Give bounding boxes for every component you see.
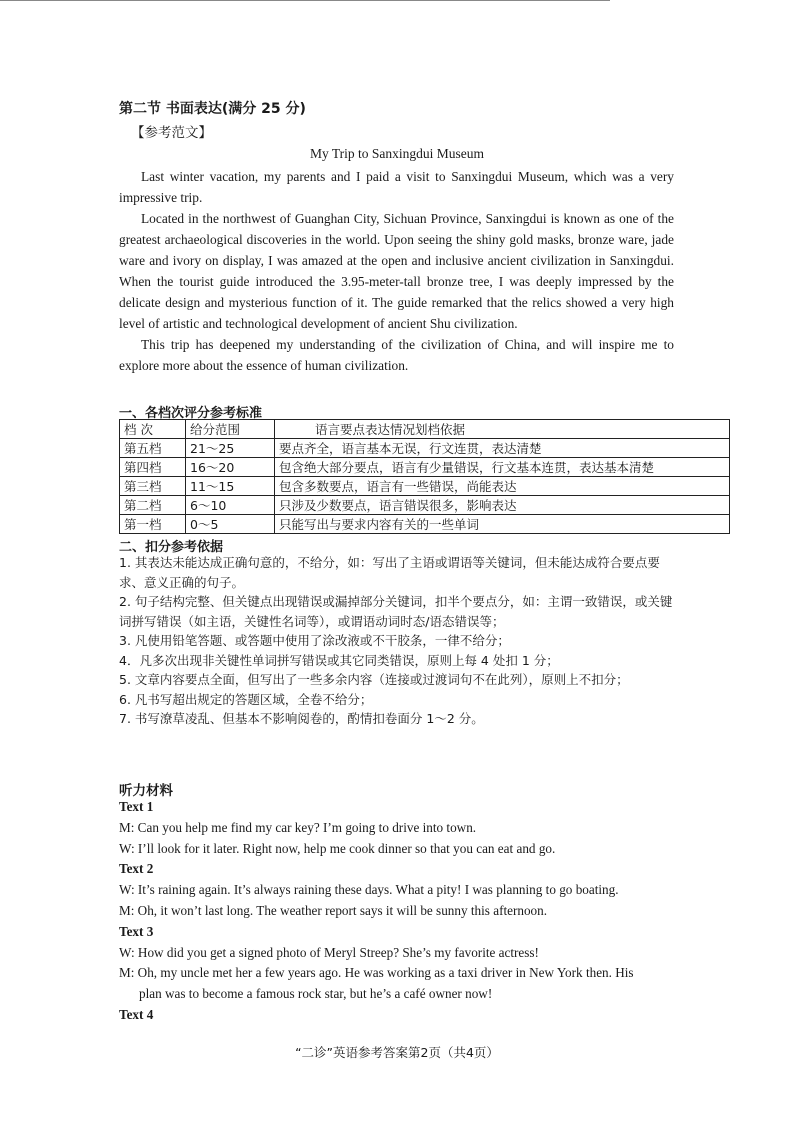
grading-table [119,419,730,534]
top-rule [0,0,610,1]
text-label: Text 1 [119,799,154,814]
dialogue-line: W: How did you get a signed photo of Meryl Streep? She’s my favorite actress! [119,944,539,960]
listening-heading: 听力材料 [119,783,173,799]
table-cell: 0～5 [186,515,275,534]
table-row [120,496,730,515]
table-cell: 第五档 [120,439,186,458]
text-label: Text 2 [119,861,154,877]
essay-title: My Trip to Sanxingdui Museum [309,146,485,161]
essay-paragraph: Last winter vacation, my parents and I paid a visit to Sanxingdui Museum, which was a very impressive trip. [119,169,674,205]
dialogue-line: W: It’s raining again. It’s always raining these days. What a pity! I was planning to go boating. [119,882,619,898]
table-cell: 11～15 [186,477,275,496]
table-row [120,439,730,458]
reference-label: 【参考范文】 [131,125,212,141]
criteria-heading: 一、各档次评分参考标准 [119,406,263,421]
dialogue-line: M: Oh, my uncle met her a few years ago. He was working as a taxi driver in New York then. His [119,965,634,981]
page-footer: “二诊”英语参考答案第2页（共4页） [295,1045,499,1060]
list-item: 4．凡多次出现非关键性单词拼写错误或其它同类错误，原则上每 4 处扣 1 分； [119,652,559,668]
text-label: Text 3 [119,923,154,939]
dialogue-line: M: Oh, it won’t last long. The weather report says it will be sunny this afternoon. [119,902,548,918]
table-cell: 要点齐全，语言基本无误，行文连贯，表达清楚 [275,439,730,458]
table-cell: 21～25 [186,439,275,458]
list-item: 5. 文章内容要点全面，但写出了一些多余内容（连接或过渡词句不在此列），原则上不扣分； [119,672,629,687]
deduction-list [119,553,679,729]
list-item: 3. 凡使用铅笔答题、或答题中使用了涂改液或不干胶条，一律不给分； [119,633,510,648]
table-cell: 包含绝大部分要点，语言有少量错误，行文基本连贯，表达基本清楚 [275,458,730,477]
essay-paragraph: Located in the northwest of Guanghan City, Sichuan Province, Sanxingdui is known as one of the greatest archaeological discoveries in the world. Upon seeing the shiny gold masks, bronze ware, jade ware and ivory on display, I was amazed at the open and inclusive ancient civilization in Sanxingdui. When the tourist guide introduced the 3.95-meter-tall bronze tree, I was deeply impressed by the delicate design and mysterious function of it. The guide remarked that the relics showed a very high level of artistic and technological development of ancient Shu civilization. [119,211,674,331]
table-cell: 第四档 [120,458,186,477]
text-label: Text 4 [119,1006,154,1022]
table-header-cell: 给分范围 [186,420,275,439]
table-cell: 第三档 [120,477,186,496]
table-cell: 只能写出与要求内容有关的一些单词 [275,515,730,534]
table-cell: 16～20 [186,458,275,477]
listening-transcript [119,797,679,1026]
essay-body [119,166,674,376]
table-row [120,458,730,477]
table-header-cell: 档 次 [120,420,186,439]
table-header-row [120,420,730,439]
dialogue-line: M: Can you help me find my car key? I’m going to drive into town. [119,819,477,835]
list-item: 7. 书写潦草凌乱、但基本不影响阅卷的，酌情扣卷面分 1～2 分。 [119,711,484,726]
dialogue-line: plan was to become a famous rock star, but he’s a café owner now! [139,986,493,1002]
section-title: 第二节 书面表达(满分 25 分) [119,101,306,117]
table-cell: 6～10 [186,496,275,515]
list-item: 1. 其表达未能达成正确句意的，不给分，如：写出了主语或谓语等关键词，但未能达成符合要点要求、意义正确的句子。 [119,555,660,590]
dialogue-line: W: I’ll look for it later. Right now, help me cook dinner so that you can eat and go. [119,840,556,856]
table-row [120,515,730,534]
table-header-cell: 语言要点表达情况划档依据 [275,420,730,439]
list-item: 6. 凡书写超出规定的答题区域，全卷不给分； [119,691,373,707]
deduction-heading: 二、扣分参考依据 [119,540,224,555]
essay-paragraph: This trip has deepened my understanding of the civilization of China, and will inspire me to explore more about the essence of human civilization. [119,337,674,373]
table-cell: 包含多数要点，语言有一些错误，尚能表达 [275,477,730,496]
list-item: 2. 句子结构完整、但关键点出现错误或漏掉部分关键词，扣半个要点分，如：主谓一致错误，或关键词拼写错误（如主语，关键性名词等），或谓语动词时态/语态错误等； [119,594,673,629]
table-cell: 第一档 [120,515,186,534]
table-cell: 只涉及少数要点，语言错误很多，影响表达 [275,496,730,515]
table-row [120,477,730,496]
table-cell: 第二档 [120,496,186,515]
